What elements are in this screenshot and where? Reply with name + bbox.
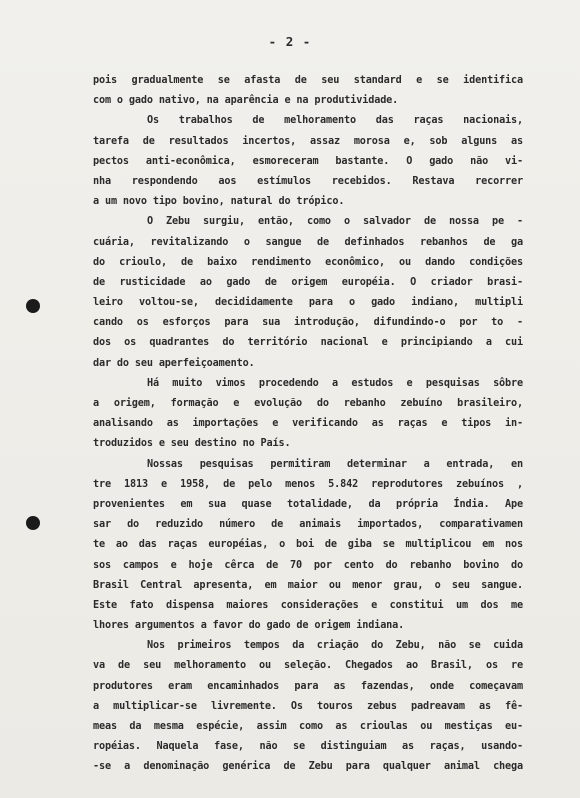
text-line: va de seu melhoramento ou seleção. Chegados ao Brasil, os re (93, 660, 523, 672)
text-line: tarefa de resultados incertos, assaz morosa e, sob alguns as (93, 135, 523, 147)
text-line: meas da mesma espécie, assim como as crioulas ou mestiças eu- (93, 721, 523, 732)
text-line: cuária, revitalizando o sangue de definhados rebanhos de ga (93, 236, 523, 248)
text-line: a multiplicar-se livremente. Os touros zebus padreavam as fê- (93, 700, 523, 712)
punch-hole-upper (26, 299, 40, 313)
text-line: nha respondendo aos estímulos recebidos. Restava recorrer (93, 175, 523, 187)
text-line: dar do seu aperfeiçoamento. (93, 357, 255, 369)
text-line: produtores eram encaminhados para as fazendas, onde começavam (93, 680, 523, 692)
text-line: Este fato dispensa maiores considerações e constitui um dos me (93, 599, 523, 611)
text-line: provenientes em sua quase totalidade, da própria Índia. Ape (93, 498, 523, 510)
punch-hole-lower (26, 516, 40, 530)
text-line: dos os quadrantes do território nacional e principiando a cui (93, 337, 523, 349)
text-line: Os trabalhos de melhoramento das raças nacionais, (147, 115, 523, 127)
text-line: tre 1813 e 1958, de pelo menos 5.842 reprodutores zebuínos , (93, 478, 523, 490)
text-line: a origem, formação e evolução do rebanho zebuíno brasileiro, (93, 398, 523, 409)
text-line: ropéias. Naquela fase, não se distinguiam as raças, usando- (93, 741, 523, 753)
text-line: Brasil Central apresenta, em maior ou menor grau, o seu sangue. (93, 579, 523, 591)
text-line: cando os esforços para sua introdução, difundindo-o por to - (93, 317, 523, 329)
text-line: leiro voltou-se, decididamente para o gado indiano, multipli (93, 297, 523, 309)
text-line: do crioulo, de baixo rendimento econômico, ou dando condições (93, 256, 523, 268)
text-line: analisando as importações e verificando as raças e tipos in- (93, 418, 523, 430)
text-line: Nos primeiros tempos da criação do Zebu, não se cuida (147, 640, 523, 652)
text-line: sar do reduzido número de animais importados, comparativamen (93, 519, 523, 531)
text-line: pois gradualmente se afasta de seu standard e se identifica (93, 75, 523, 86)
text-line: pectos anti-econômica, esmoreceram bastante. O gado não vi- (93, 155, 523, 167)
text-line: a um novo tipo bovino, natural do trópico. (93, 196, 345, 208)
text-line: O Zebu surgiu, então, como o salvador de nossa pe - (147, 216, 523, 228)
text-line: troduzidos e seu destino no País. (93, 438, 291, 450)
text-line: Nossas pesquisas permitiram determinar a entrada, en (147, 458, 523, 470)
text-line: sos campos e hoje cêrca de 70 por cento do rebanho bovino do (93, 559, 523, 571)
text-line: -se a denominação genérica de Zebu para qualquer animal chega (93, 761, 523, 773)
text-line: Há muito vimos procedendo a estudos e pesquisas sôbre (147, 377, 523, 389)
text-line: com o gado nativo, na aparência e na produtividade. (93, 95, 399, 107)
text-line: de rusticidade ao gado de origem européia. O criador brasi- (93, 276, 523, 288)
page-number: - 2 - (268, 34, 312, 49)
body-text (93, 71, 523, 778)
text-line: lhores argumentos a favor do gado de origem indiana. (93, 620, 405, 632)
text-line: te ao das raças européias, o boi de giba se multiplicou em nos (93, 539, 523, 551)
